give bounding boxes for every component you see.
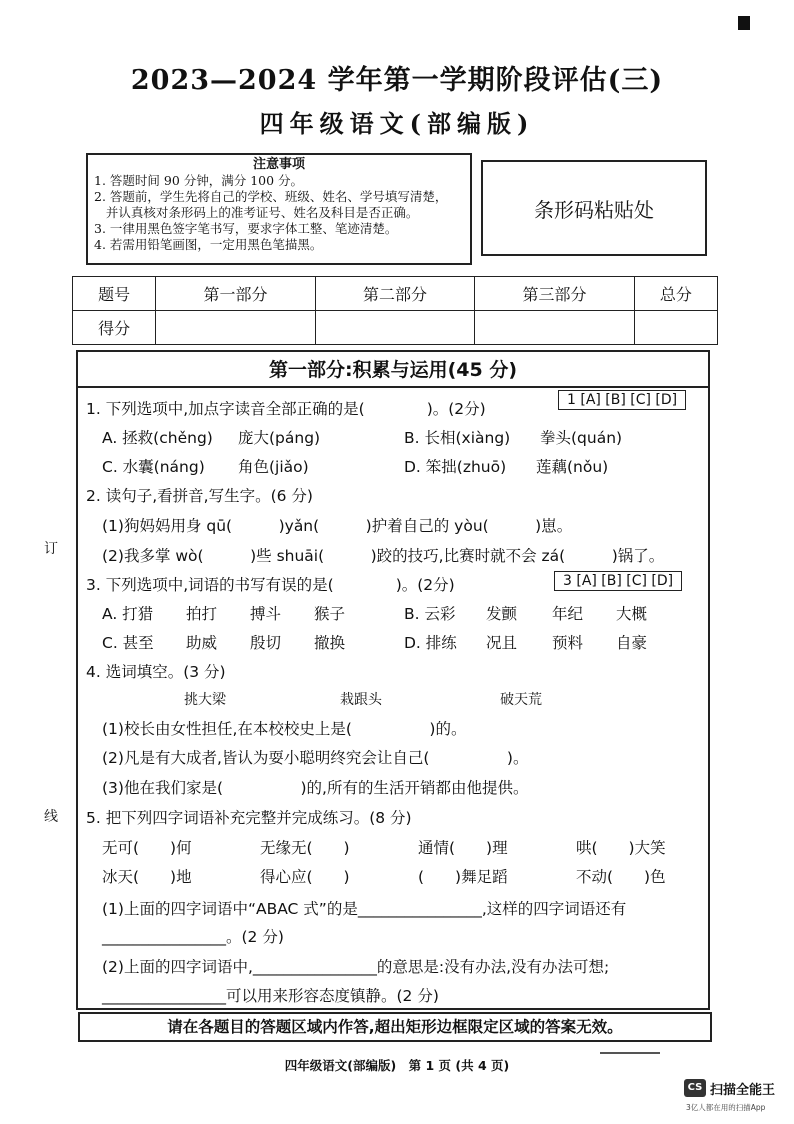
- answer-area-notice: 请在各题目的答题区域内作答,超出矩形边框限定区域的答案无效。: [78, 1012, 712, 1042]
- q5-subquestion: ________________。(2 分): [102, 928, 284, 946]
- notice-item: 1. 答题时间 90 分钟，满分 100 分。: [94, 173, 304, 188]
- score-cell[interactable]: [156, 311, 315, 345]
- q3-answer-box[interactable]: 3 [A] [B] [C] [D]: [554, 571, 682, 591]
- q1-option-a2: 庞大(páng): [238, 429, 321, 447]
- q3-option: D. 排练: [404, 634, 457, 652]
- q2-stem: 2. 读句子,看拼音,写生字。(6 分): [86, 487, 313, 505]
- q4-line: (1)校长由女性担任,在本校校史上是( )的。: [102, 720, 467, 738]
- q3-option: C. 甚至: [102, 634, 154, 652]
- q3-word: 况且: [486, 634, 518, 652]
- q4-word: 破天荒: [500, 692, 542, 708]
- q5-idiom: ( )舞足蹈: [418, 868, 508, 886]
- score-label: 得分: [73, 311, 156, 345]
- q1-option-d: D. 笨拙(zhuō): [404, 458, 507, 476]
- barcode-area: 条形码粘贴处: [481, 160, 707, 256]
- corner-mark: [738, 16, 750, 30]
- q4-line: (3)他在我们家是( )的,所有的生活开销都由他提供。: [102, 779, 529, 797]
- q1-option-a: A. 拯救(chěng): [102, 429, 213, 447]
- q3-word: 助威: [186, 634, 218, 652]
- notice-box: [86, 153, 472, 265]
- q5-subquestion: (1)上面的四字词语中“ABAC 式”的是________________,这样的四字词语还有: [102, 900, 627, 918]
- q4-stem: 4. 选词填空。(3 分): [86, 663, 226, 681]
- score-cell[interactable]: [475, 311, 634, 345]
- q5-idiom: 通情( )理: [418, 839, 508, 857]
- q5-subquestion: (2)上面的四字词语中,________________的意思是:没有办法,没有办法可想;: [102, 958, 610, 976]
- score-header: 第二部分: [315, 277, 474, 311]
- q1-option-c: C. 水囊(náng): [102, 458, 205, 476]
- score-header: 题号: [73, 277, 156, 311]
- q3-word: 大概: [616, 605, 648, 623]
- score-table: [72, 276, 718, 345]
- q3-option: A. 打猎: [102, 605, 154, 623]
- q3-word: 搏斗: [250, 605, 282, 623]
- notice-item: 3. 一律用黑色签字笔书写，要求字体工整、笔迹清楚。: [94, 221, 398, 236]
- q5-subquestion: ________________可以用来形容态度镇静。(2 分): [102, 987, 439, 1005]
- q3-word: 拍打: [186, 605, 218, 623]
- notice-heading: 注意事项: [252, 157, 305, 172]
- q5-stem: 5. 把下列四字词语补充完整并完成练习。(8 分): [86, 809, 412, 827]
- score-cell[interactable]: [315, 311, 474, 345]
- q1-answer-box[interactable]: 1 [A] [B] [C] [D]: [558, 390, 686, 410]
- q1-option-c2: 角色(jiǎo): [238, 458, 309, 476]
- page-footer: 四年级语文(部编版) 第 1 页 (共 4 页): [284, 1058, 510, 1073]
- q1-option-b2: 拳头(quán): [540, 429, 623, 447]
- page-title: 2023—2024 学年第一学期阶段评估(三): [130, 65, 664, 96]
- q5-idiom: 无可( )何: [102, 839, 192, 857]
- q5-idiom: 不动( )色: [576, 868, 666, 886]
- score-header: 总分: [634, 277, 717, 311]
- q4-word: 栽跟头: [340, 692, 382, 708]
- binding-mark: 线: [44, 809, 58, 825]
- score-header: 第一部分: [156, 277, 315, 311]
- scanner-tagline: 3亿人都在用的扫描App: [686, 1103, 766, 1112]
- scanner-name: 扫描全能王: [710, 1083, 776, 1098]
- q3-option: B. 云彩: [404, 605, 456, 623]
- score-header: 第三部分: [475, 277, 634, 311]
- q5-idiom: 无缘无( ): [260, 839, 350, 857]
- scanner-logo-icon: CS: [684, 1079, 706, 1097]
- notice-item: 4. 若需用铅笔画图，一定用黑色笔描黑。: [94, 237, 323, 252]
- q4-word: 挑大梁: [184, 692, 226, 708]
- q3-stem: 3. 下列选项中,词语的书写有误的是( )。(2分): [86, 576, 455, 594]
- score-cell[interactable]: [634, 311, 717, 345]
- notice-item: 2. 答题前，学生先将自己的学校、班级、姓名、学号填写清楚，: [94, 189, 448, 204]
- q5-idiom: 哄( )大笑: [576, 839, 666, 857]
- binding-mark: 订: [44, 541, 58, 557]
- notice-item: 并认真核对条形码上的准考证号、姓名及科目是否正确。: [94, 205, 419, 220]
- q1-stem: 1. 下列选项中,加点字读音全部正确的是( )。(2分): [86, 400, 486, 418]
- q5-idiom: 得心应( ): [260, 868, 350, 886]
- q2-line: (2)我多掌 wò( )些 shuāi( )跤的技巧,比赛时就不会 zá( )锅了。: [102, 547, 665, 565]
- q3-word: 年纪: [552, 605, 584, 623]
- q3-word: 殷切: [250, 634, 282, 652]
- q4-line: (2)凡是有大成者,皆认为耍小聪明终究会让自己( )。: [102, 749, 529, 767]
- q3-word: 撤换: [314, 634, 346, 652]
- q3-word: 预料: [552, 634, 584, 652]
- q3-word: 自豪: [616, 634, 648, 652]
- q3-word: 猴子: [314, 605, 346, 623]
- q2-line: (1)狗妈妈用身 qū( )yǎn( )护着自己的 yòu( )崽。: [102, 517, 573, 535]
- section-heading: 第一部分:积累与运用(45 分): [78, 352, 708, 388]
- q5-idiom: 冰天( )地: [102, 868, 192, 886]
- q3-word: 发颤: [486, 605, 518, 623]
- page-subtitle: 四年级语文(部编版): [259, 109, 535, 138]
- q1-option-d2: 莲藕(nǒu): [536, 458, 609, 476]
- q1-option-b: B. 长相(xiàng): [404, 429, 511, 447]
